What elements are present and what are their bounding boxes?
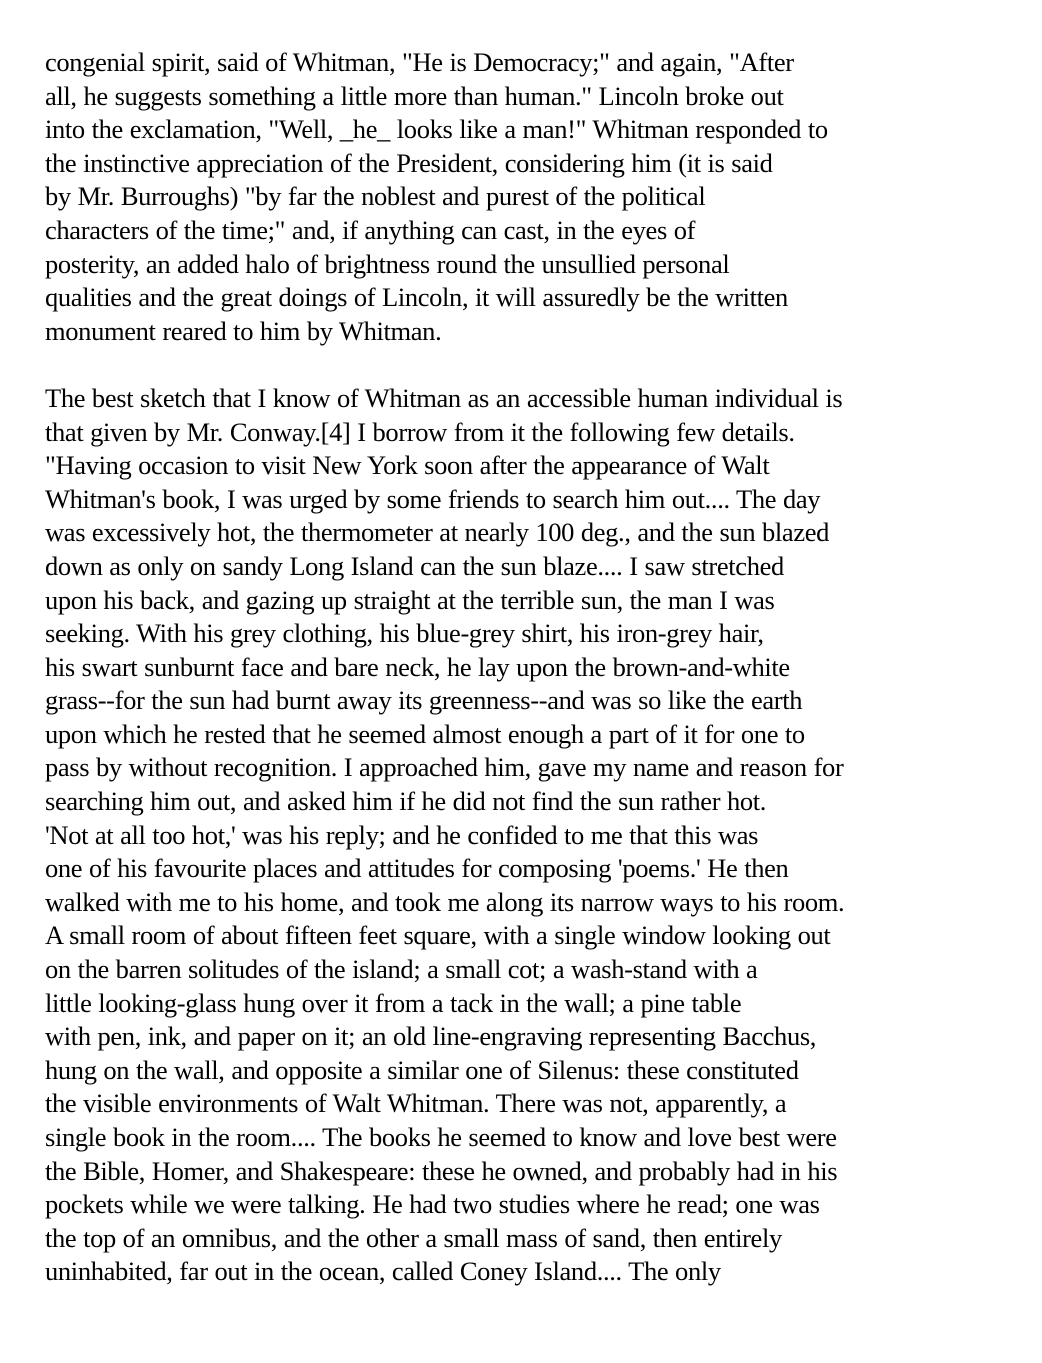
text-line: single book in the room.... The books he seemed to know and love best were bbox=[45, 1122, 837, 1152]
text-line: qualities and the great doings of Lincoln, it will assuredly be the written bbox=[45, 282, 788, 313]
text-line: Whitman's book, I was urged by some friends to search him out.... The day bbox=[45, 483, 821, 514]
text-line: grass--for the sun had burnt away its greenness--and was so like the earth bbox=[45, 685, 803, 716]
text-line: upon which he rested that he seemed almost enough a part of it for one to bbox=[45, 718, 805, 749]
text-line: searching him out, and asked him if he did not find the sun rather hot. bbox=[45, 786, 767, 817]
text-line: on the barren solitudes of the island; a small cot; a wash-stand with a bbox=[45, 954, 758, 985]
text-line: into the exclamation, "Well, _he_ looks like a man!" Whitman responded to bbox=[45, 114, 828, 145]
text-line: that given by Mr. Conway.[4] I borrow from it the following few details. bbox=[45, 416, 795, 447]
text-line: upon his back, and gazing up straight at the terrible sun, the man I was bbox=[45, 584, 775, 615]
document-body bbox=[45, 46, 1005, 1289]
paragraph-gap bbox=[45, 348, 1005, 382]
text-line: his swart sunburnt face and bare neck, he lay upon the brown-and-white bbox=[45, 651, 790, 682]
text-line: was excessively hot, the thermometer at nearly 100 deg., and the sun blazed bbox=[45, 517, 830, 548]
text-line: the top of an omnibus, and the other a small mass of sand, then entirely bbox=[45, 1222, 782, 1253]
text-line: with pen, ink, and paper on it; an old line-engraving representing Bacchus, bbox=[45, 1021, 817, 1052]
text-line: uninhabited, far out in the ocean, called Coney Island.... The only bbox=[45, 1256, 721, 1287]
text-line: posterity, an added halo of brightness round the unsullied personal bbox=[45, 248, 730, 279]
text-line: 'Not at all too hot,' was his reply; and he confided to me that this was bbox=[45, 819, 759, 850]
text-line: the Bible, Homer, and Shakespeare: these he owned, and probably had in his bbox=[45, 1155, 838, 1186]
text-line: one of his favourite places and attitudes for composing 'poems.' He then bbox=[45, 853, 789, 884]
text-line: down as only on sandy Long Island can the sun blaze.... I saw stretched bbox=[45, 550, 784, 581]
text-line: the visible environments of Walt Whitman. There was not, apparently, a bbox=[45, 1088, 787, 1119]
text-line: all, he suggests something a little more than human." Lincoln broke out bbox=[45, 80, 784, 111]
text-line: monument reared to him by Whitman. bbox=[45, 315, 442, 346]
paragraph-1 bbox=[45, 46, 1005, 348]
paragraph-2 bbox=[45, 382, 1005, 1289]
text-line: congenial spirit, said of Whitman, "He is Democracy;" and again, "After bbox=[45, 47, 794, 77]
text-line: pass by without recognition. I approached him, gave my name and reason for bbox=[45, 752, 844, 783]
text-line: characters of the time;" and, if anything can cast, in the eyes of bbox=[45, 214, 696, 245]
text-line: A small room of about fifteen feet square, with a single window looking out bbox=[45, 920, 831, 951]
text-line: "Having occasion to visit New York soon after the appearance of Walt bbox=[45, 450, 770, 481]
text-line: seeking. With his grey clothing, his blue-grey shirt, his iron-grey hair, bbox=[45, 618, 764, 649]
text-line: little looking-glass hung over it from a tack in the wall; a pine table bbox=[45, 987, 742, 1018]
text-line: the instinctive appreciation of the President, considering him (it is said bbox=[45, 147, 773, 178]
text-line: walked with me to his home, and took me along its narrow ways to his room. bbox=[45, 886, 845, 917]
text-line: pockets while we were talking. He had two studies where he read; one was bbox=[45, 1189, 820, 1220]
text-line: The best sketch that I know of Whitman as an accessible human individual is bbox=[45, 382, 843, 413]
text-line: hung on the wall, and opposite a similar one of Silenus: these constituted bbox=[45, 1054, 799, 1085]
text-line: by Mr. Burroughs) "by far the noblest and purest of the political bbox=[45, 181, 706, 212]
